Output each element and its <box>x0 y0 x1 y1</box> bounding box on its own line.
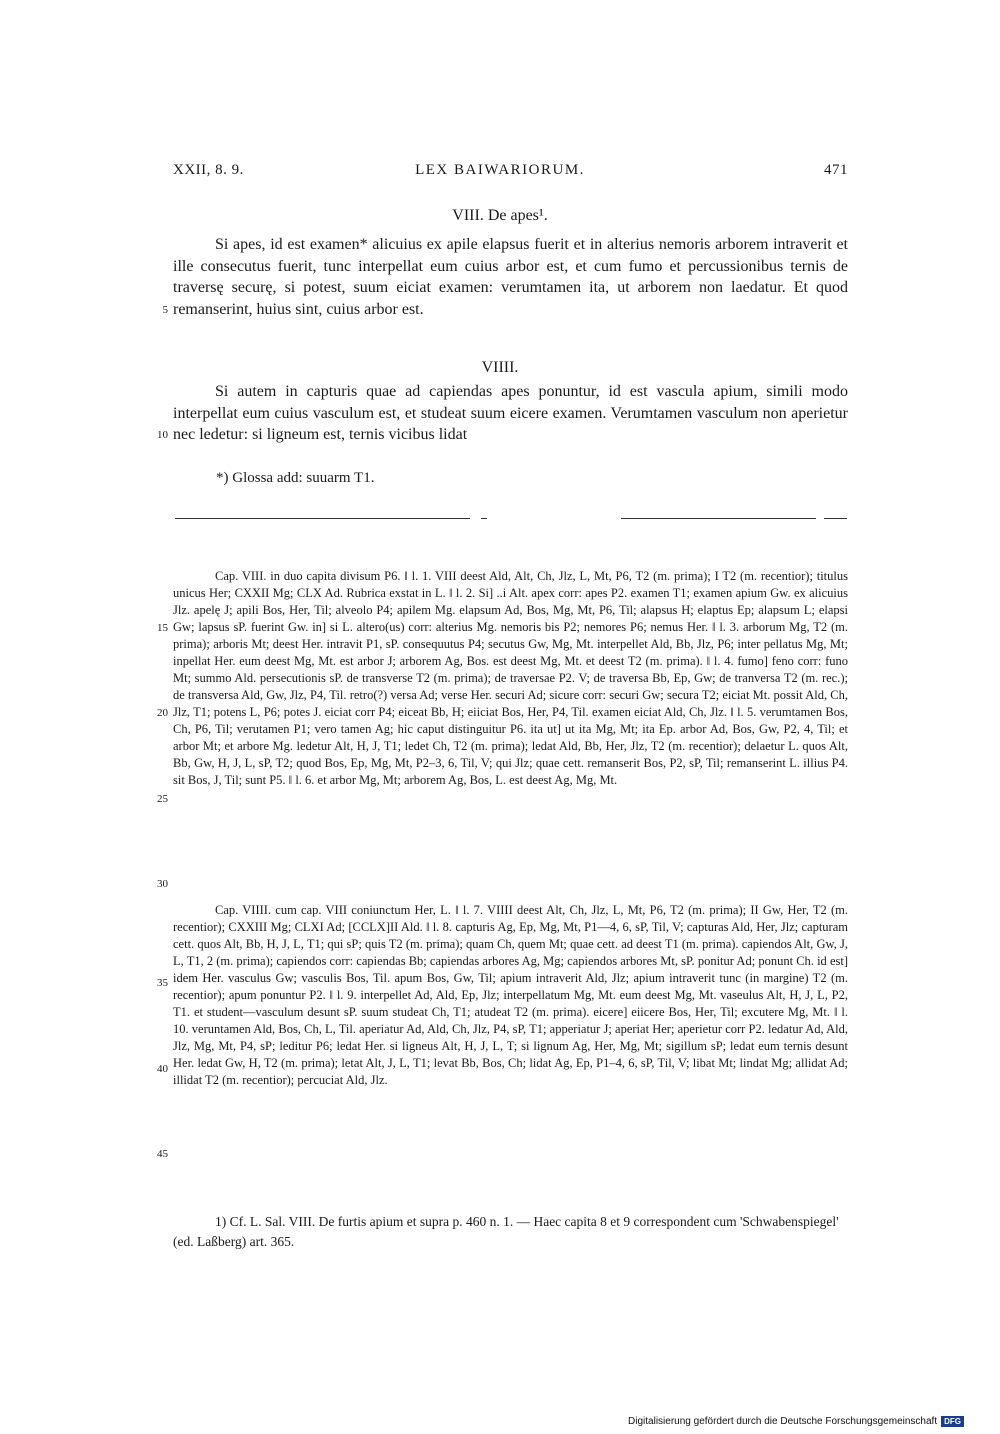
section-viii-title: VIII. De apes¹. <box>452 207 548 224</box>
separator-rule-left <box>175 518 470 519</box>
footer-text: Digitalisierung gefördert durch die Deutsche Forschungsgemeinschaft <box>628 1416 938 1427</box>
section-viii-body <box>173 234 848 320</box>
glossa-footnote-text: *) Glossa add: suuarm T1. <box>216 470 375 486</box>
line-number: 25 <box>157 793 168 805</box>
page-number: 471 <box>824 162 848 178</box>
line-number: 35 <box>157 977 168 989</box>
line-number: 10 <box>157 429 168 441</box>
apparatus-para-2 <box>173 902 848 1089</box>
separator-rule-right <box>621 518 816 519</box>
line-number: 15 <box>157 622 168 634</box>
dfg-logo: DFG <box>941 1416 964 1427</box>
apparatus-text-2: Cap. VIIII. cum cap. VIII coniunctum Her, L. ‖ l. 7. VIIII deest Alt, Ch, Jlz, L, Mt, P6, T2 (m. prima); II Gw, Her, T2 (m. recentior); CXXIII Mg; CLXI Ad; [CCLX]II Ald. ‖ l. 8. capturis Ag, Ep, Mg, Mt, P1—4, 6, sP, Til, V; capturas Ald, Her, Jlz; capturam cett. quos Alt, Bb, H, J, L, T1; qui sP; quis T2 (m. prima); quam Ch, quem Mt; quae cett. ad deest T1 (m. prima). capiendos Alt, Gw, J, L, T1, 2 (m. prima); capiendos corr: capiendas Bb; capiendas arbores Ag, Mg; capiendos arbores Mt, sP. ponitur Ad; ponunt Ch. id est] idem Her. vasculus Gw; vasculis Bos, Til. apum Bos, Gw, Til; apium intraverit Ald, Jlz; apium intraverit tunc (in margine) T2 (m. recentior); apum ponuntur P2. ‖ l. 9. interpellet Ad, Ald, Ep, Jlz; interpellatum Mg, Mt. eum deest Mg, Mt. vaseulus Alt, H, J, L, P2, T1. et student—vasculum desunt sP. suum studeat Ch, T1; atudeat T2 (m. prima). eicere] eiicere Bos, Her, Til; excutere Mg, Mt. ‖ l. 10. veruntamen Ald, Bos, Ch, L, Til. aperiatur Ad, Ald, Ch, Jlz, P4, sP, T1; apperiatur J; aperiat Her; aperietur corr P2. ledatur Ad, Ald, Jlz, Mg, Mt, P4, sP; leditur P6; ledat Her. si ligneus Alt, H, J, L, T; si lignum Ag, Her, Mg, Mt; sigillum sP; ledat eum ternis desunt Her. ledat Gw, H, T2 (m. prima); letat Alt, J, L, T1; levat Bb, Bos, Ch; lidat Ag, Ep, P1–4, 6, sP, Til, V; libat Mt; lindat Mg; allidat Ad; illidat T2 (m. recentior); percuciat Ald, Jlz. <box>173 903 848 1087</box>
apparatus-para-1 <box>173 568 848 789</box>
section-viii-text: Si apes, id est examen* alicuius ex apile elapsus fuerit et in alterius nemoris arborem intraverit et ille consecutus fuerit, tunc interpellat eum cuius arbor est, et cum fumo et percussionibus ternis de traversę securę, si potest, suum eiciat examen: verumtamen ita, ut arborem non laedatur. Et quod remanserint, huius sint, cuius arbor est. <box>173 236 848 318</box>
line-number: 45 <box>157 1148 168 1160</box>
line-number: 30 <box>157 878 168 890</box>
source-footnote <box>173 1212 848 1252</box>
section-viiii-text: Si autem in capturis quae ad capiendas apes ponuntur, id est vascula apium, simili modo interpellat eum cuius vasculum est, et studeat suum eicere examen. Verumtamen vasculum non aperietur nec ledetur: si ligneum est, ternis vicibus lidat <box>173 383 848 444</box>
line-number: 40 <box>157 1063 168 1075</box>
line-number: 5 <box>162 304 168 316</box>
glossa-footnote <box>216 470 374 487</box>
source-footnote-text: 1) Cf. L. Sal. VIII. De furtis apium et supra p. 460 n. 1. — Haec capita 8 et 9 correspondent cum 'Schwabenspiegel' (ed. Laßberg) art. 365. <box>173 1214 839 1249</box>
running-header-left: XXII, 8. 9. <box>173 162 244 178</box>
separator-rule-end <box>824 518 847 519</box>
separator-rule-dash <box>481 518 487 519</box>
line-number: 20 <box>157 707 168 719</box>
digitization-footer <box>628 1416 964 1427</box>
section-viiii-title: VIIII. <box>481 359 519 376</box>
apparatus-text-1: Cap. VIII. in duo capita divisum P6. ‖ l. 1. VIII deest Ald, Alt, Ch, Jlz, L, Mt, P6, T2 (m. prima); I T2 (m. recentior); titulus unicus Her; CXXII Mg; CLX Ad. Rubrica exstat in L. ‖ l. 2. Si] ..i Alt. apex corr: apes P2. examen T1; examen apium Gw. ex alicuius Jlz. apelę J; apili Bos, Her, Til; alveolo P4; apilem Mg. elapsum Ad, Bos, Mg, Mt, P6, Til; alapsus H; elaptus Ep; alapsum L; elapsi Gw; lapsus sP. fuerint Gw. in] si L. altero(us) corr: alterius Mg. nemoris bis P2; nemores P6; nemus Her. ‖ l. 3. arborum Mg, T2 (m. prima); arboris Mt; deest Her. intravit P1, sP. consequutus P4; secutus Gw, Mg, Mt. interpellet Ald, Bb, Jlz, P6; inter pellatus Mg, Mt; inpellat Her. eum deest Mg, Mt. est arbor J; arborem Ag, Bos. est deest Mg, Mt. et deest T2 (m. prima). ‖ l. 4. fumo] feno corr: funo Mt; summo Ald. persecutionis sP. de transverse T2 (m. prima); de traversae P2. V; de traversa Bb, Ep, Gw; de tranversa T2 (m. rec.); de transversa Ald, Gw, Jlz, P4, Til. retro(?) versa Ad; verse Her. securi Ad; sicure corr: securi Gw; secura T2; eiciat Mt. possit Ald, Ch, Jlz, T1; potens L, P6; potes J. eiciat corr P4; eiceat Bb, H; eiiciat Bos, Her, P4, Til. examen eiciat Ald, Ch, Jlz. ‖ l. 5. verumtamen Bos, Ch, P6, Til; verutamen P1; vero tamen Ag; hic caput distinguitur P6. ita ut] ut ita Mg, Mt; ita Ep. arbor Ad, Bos, Gw, P2, 4, Til; et arbor Mt; et arbore Mg. ledetur Alt, H, J, T1; ledet Ch, T2 (m. prima); ledat Ald, Bb, Her, Jlz, T2 (m. recentior); delaetur L. quos Alt, Bb, Gw, H, J, L, sP, T2; quod Bos, Ep, Mg, Mt, P2–3, 6, Til, V; qui Jlz; quae cett. remanserit Bos, P2, sP, Til; remanserint L. illius P4. sit Bos, J, Til; sunt P5. ‖ l. 6. et arbor Mg, Mt; arborem Ag, Bos, L. est deest Ag, Mg, Mt. <box>173 569 848 787</box>
running-header-title: LEX BAIWARIORUM. <box>415 162 585 178</box>
section-viiii-body <box>173 381 848 446</box>
